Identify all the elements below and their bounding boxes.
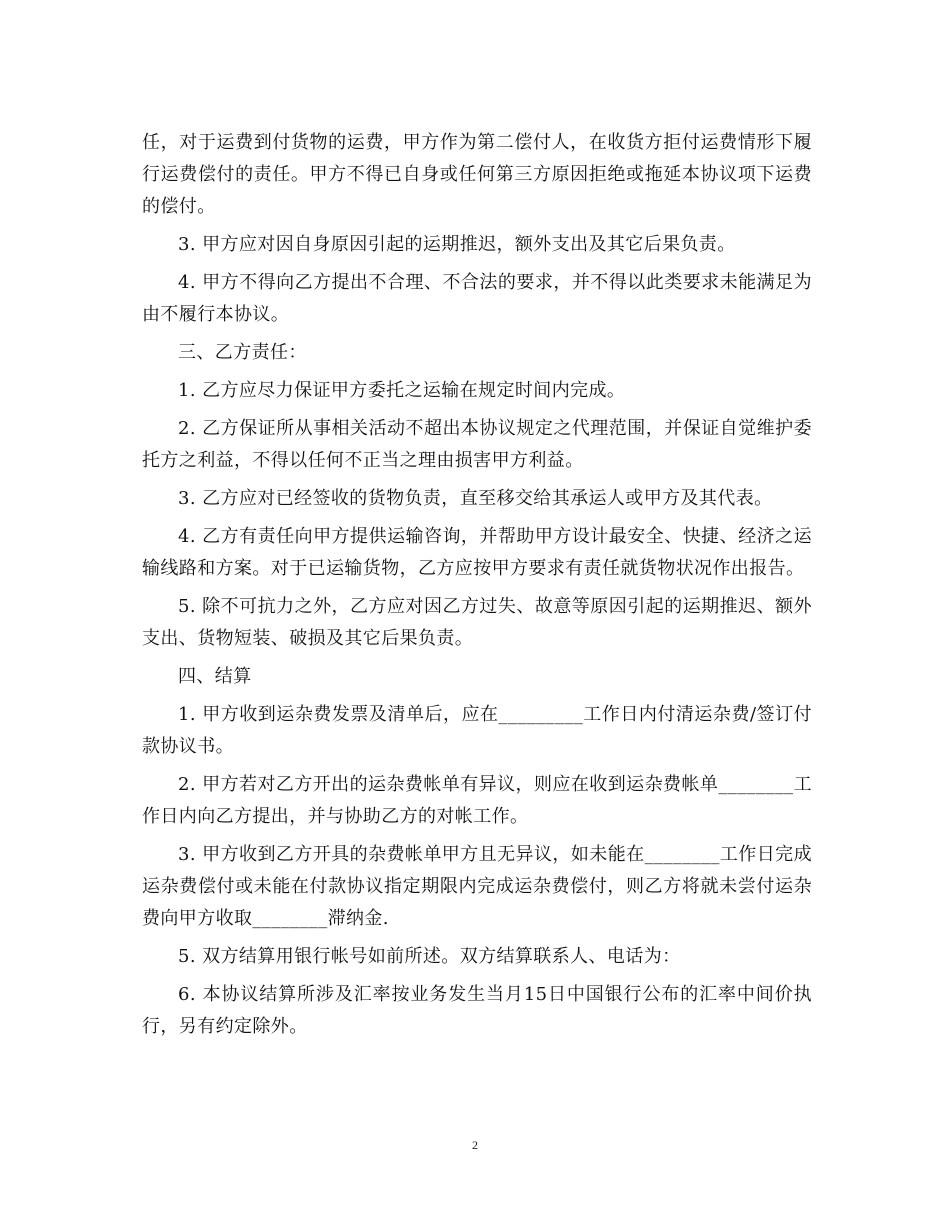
paragraph-item-4-party-a: 4. 甲方不得向乙方提出不合理、不合法的要求，并不得以此类要求未能满足为由不履行本协议。 (142, 272, 812, 325)
paragraph-item-1-party-b: 1. 乙方应尽力保证甲方委托之运输在规定时间内完成。 (178, 380, 626, 401)
paragraph-item-5-party-b: 5. 除不可抗力之外，乙方应对因乙方过失、故意等原因引起的运期推迟、额外支出、货物短装、破损及其它后果负责。 (142, 596, 812, 649)
section-heading-party-b: 三、乙方责任： (178, 342, 307, 363)
page-number: 2 (472, 1138, 478, 1152)
document-body (142, 127, 812, 1049)
paragraph-item-1-settlement: 1. 甲方收到运杂费发票及清单后，应在_________工作日内付清运杂费/签订付款协议书。 (142, 704, 812, 757)
paragraph-item-4-party-b: 4. 乙方有责任向甲方提供运输咨询，并帮助甲方设计最安全、快捷、经济之运输线路和方案。对于已运输货物，乙方应按甲方要求有责任就货物状况作出报告。 (142, 526, 812, 579)
paragraph-item-3-party-a: 3. 甲方应对因自身原因引起的运期推迟，额外支出及其它后果负责。 (178, 234, 736, 255)
paragraph-item-5-settlement: 5. 双方结算用银行帐号如前所述。双方结算联系人、电话为： (178, 946, 681, 967)
paragraph-item-3-settlement: 3. 甲方收到乙方开具的杂费帐单甲方且无异议，如未能在________工作日完成运杂费偿付或未能在付款协议指定期限内完成运杂费偿付，则乙方将就未尝付运杂费向甲方收取________滞纳金. (142, 844, 812, 929)
paragraph-item-3-party-b: 3. 乙方应对已经签收的货物负责，直至移交给其承运人或甲方及其代表。 (178, 488, 773, 509)
paragraph-continued: 任，对于运费到付货物的运费，甲方作为第二偿付人，在收货方拒付运费情形下履行运费偿付的责任。甲方不得已自身或任何第三方原因拒绝或拖延本协议项下运费的偿付。 (142, 132, 812, 217)
paragraph-item-6-settlement: 6. 本协议结算所涉及汇率按业务发生当月15日中国银行公布的汇率中间价执行，另有约定除外。 (142, 984, 812, 1037)
paragraph-item-2-party-b: 2. 乙方保证所从事相关活动不超出本协议规定之代理范围，并保证自觉维护委托方之利益，不得以任何不正当之理由损害甲方利益。 (142, 418, 812, 471)
section-heading-settlement: 四、结算 (178, 666, 252, 687)
paragraph-item-2-settlement: 2. 甲方若对乙方开出的运杂费帐单有异议，则应在收到运杂费帐单________工作日内向乙方提出，并与协助乙方的对帐工作。 (142, 774, 812, 827)
